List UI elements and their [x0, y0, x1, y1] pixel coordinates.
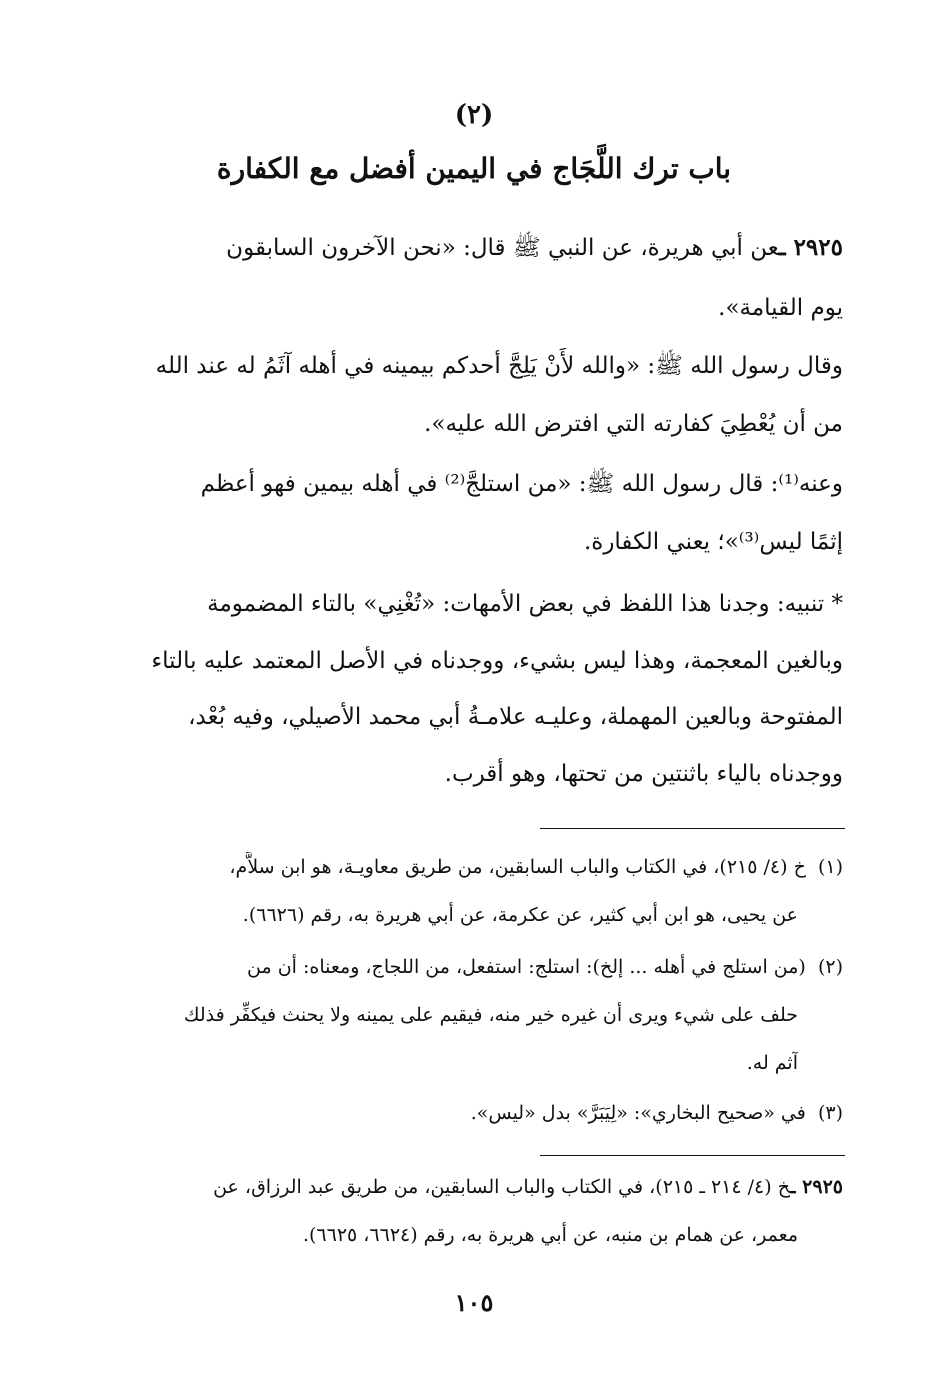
source-note: [120, 1172, 843, 1202]
footnote-1: [120, 852, 843, 882]
footnote-3: [120, 1098, 843, 1128]
hadith-line: [120, 230, 843, 266]
hadith-text: عن أبي هريرة، عن النبي ﷺ قال: «نحن الآخرون السابقون: [226, 235, 779, 261]
hadith-line: إثمًا ليس⁽³⁾»؛ يعني الكفارة.: [583, 529, 843, 555]
note-line: المفتوحة وبالعين المهملة، وعليـه علامـةُ أبي محمد الأصيلي، وفيه بُعْد،: [188, 704, 843, 730]
source-note-cont: معمر، عن همام بن منبه، عن أبي هريرة به، رقم (٦٦٢٤، ٦٦٢٥).: [302, 1224, 798, 1246]
note-line: ووجدناه بالياء باثنتين من تحتها، وهو أقرب.: [444, 761, 843, 787]
chapter-number: (٢): [454, 100, 494, 130]
footnote-marker: (٢): [817, 956, 843, 978]
hadith-line: يوم القيامة».: [718, 295, 843, 321]
hadith-line: من أن يُعْطِيَ كفارته التي افترض الله عليه».: [424, 411, 843, 437]
source-text: خ (٤/ ٢١٤ ـ ٢١٥)، في الكتاب والباب السابقين، من طريق عبد الرزاق، عن: [213, 1176, 790, 1198]
footnote-2-cont: آثم له.: [746, 1052, 798, 1074]
footnote-text: (من استلج في أهله ... إلخ): استلج: استفعل، من اللجاج، ومعناه: أن من: [247, 956, 806, 978]
footnote-1-cont: عن يحيى، هو ابن أبي كثير، عن عكرمة، عن أبي هريرة به، رقم (٦٦٢٦).: [242, 904, 798, 926]
footnote-text: في «صحيح البخاري»: «لِيَبَرَّ» بدل «ليس».: [470, 1102, 806, 1124]
footnote-marker: (٣): [817, 1102, 843, 1124]
source-number: ٢٩٢٥ ـ: [789, 1176, 843, 1198]
page-number: ١٠٥: [454, 1288, 494, 1317]
chapter-title: باب ترك اللَّجَاج في اليمين أفضل مع الكفارة: [216, 152, 732, 185]
footnote-2-cont: حلف على شيء ويرى أن غيره خير منه، فيقيم على يمينه ولا يحنث فيكفِّر فذلك: [183, 1004, 798, 1026]
footnote-text: خ (٤/ ٢١٥)، في الكتاب والباب السابقين، من طريق معاويـة، هو ابن سلاَّم،: [229, 856, 806, 878]
hadith-line: وعنه⁽¹⁾: قال رسول الله ﷺ: «من استلجَّ⁽²⁾ في أهله بيمين فهو أعظم: [200, 471, 843, 497]
footnote-separator: [540, 828, 845, 829]
source-separator: [540, 1155, 845, 1156]
footnote-2: [120, 952, 843, 982]
note-line: * تنبيه: وجدنا هذا اللفظ في بعض الأمهات: «تُغْنِي» بالتاء المضمومة: [207, 591, 843, 617]
hadith-line: وقال رسول الله ﷺ: «والله لأَنْ يَلِجَّ أحدكم بيمينه في أهله آثَمُ له عند الله: [155, 353, 843, 379]
footnote-marker: (١): [817, 856, 843, 878]
hadith-number: ٢٩٢٥ ـ: [778, 234, 843, 261]
note-line: وبالغين المعجمة، وهذا ليس بشيء، ووجدناه في الأصل المعتمد عليه بالتاء: [151, 648, 843, 674]
